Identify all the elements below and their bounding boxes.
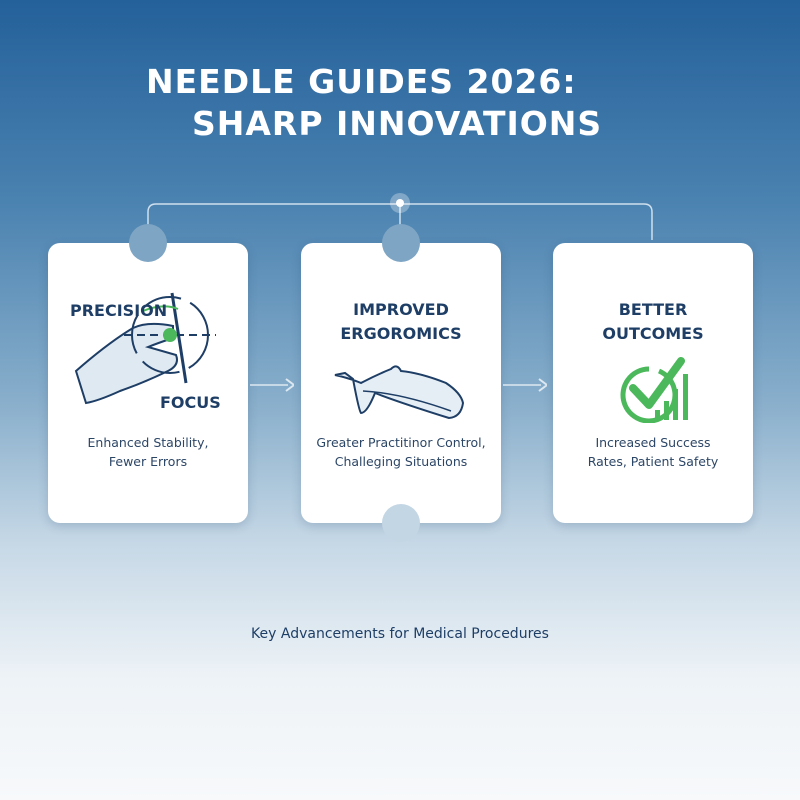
description-line: Rates, Patient Safety [587,454,719,469]
heading-line: OUTCOMES [602,324,704,343]
card-notch [382,504,420,542]
description-line: Fewer Errors [108,454,188,469]
ergonomic-handle-icon [301,243,501,423]
heading-line: ERGOROMICS [340,324,462,343]
card-precision [48,243,248,523]
label-precision: PRECISION [70,301,168,320]
description-line: Enhanced Stability, [87,435,209,450]
card-description [301,433,501,471]
description-line: Challeging Situations [334,454,468,469]
description-line: Greater Practitinor Control, [316,435,486,450]
card-ergonomics [301,243,501,523]
connector-lines [0,0,800,260]
card-outcomes [553,243,753,523]
arrow-right-icon [250,378,294,392]
title-line-1: NEEDLE GUIDES 2026: [146,62,577,101]
footer-caption: Key Advancements for Medical Procedures [251,626,549,642]
title-line-2: SHARP INNOVATIONS [192,104,603,143]
card-description [553,433,753,471]
description-line: Increased Success [595,435,711,450]
arrow-right-icon [503,378,547,392]
card-description [48,433,248,471]
heading-line: IMPROVED [353,300,449,319]
label-focus: FOCUS [160,393,221,412]
check-bar-chart-icon [553,243,753,423]
heading-line: BETTER [618,300,688,319]
